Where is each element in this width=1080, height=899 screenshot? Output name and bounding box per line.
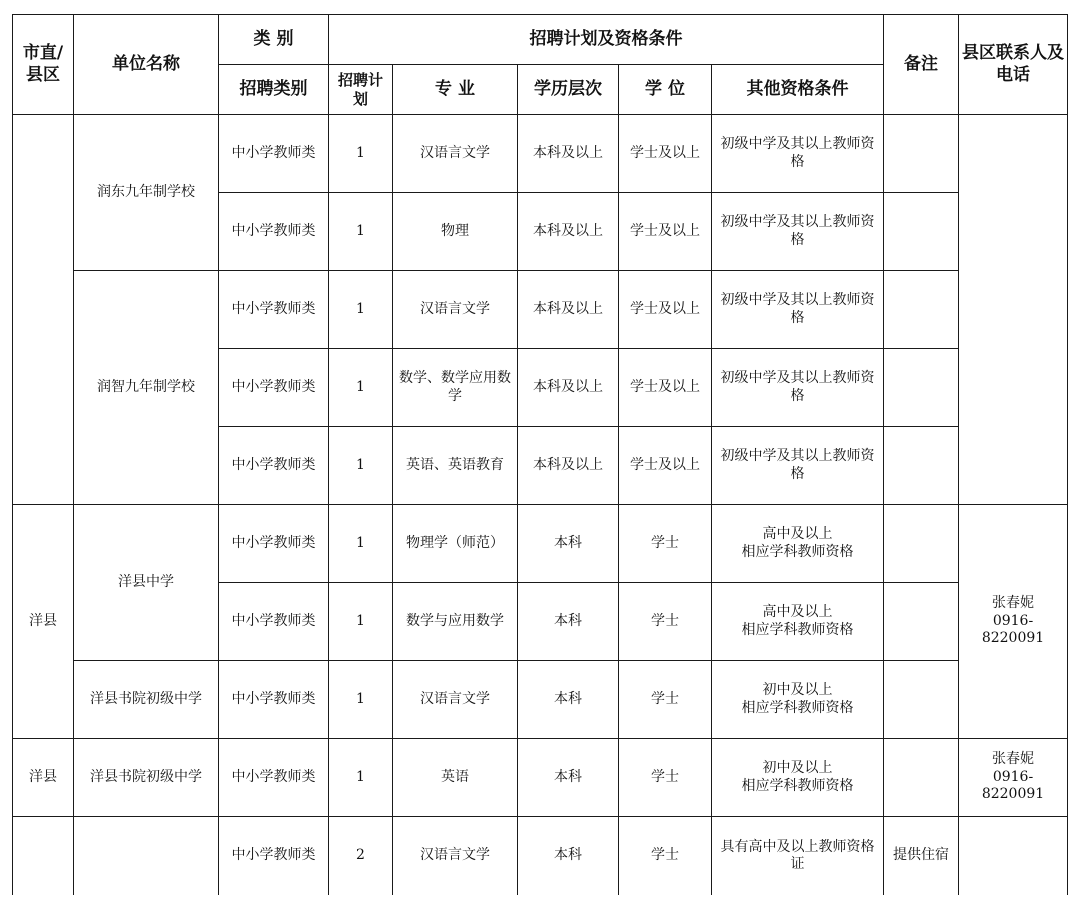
degree-cell: 学士 xyxy=(619,739,712,817)
other-cell: 初级中学及其以上教师资格 xyxy=(712,193,884,271)
header-notes: 备注 xyxy=(884,15,959,115)
recruitment-table xyxy=(12,14,1068,895)
education-cell: 本科及以上 xyxy=(518,271,619,349)
category-cell: 中小学教师类 xyxy=(219,739,329,817)
category-cell: 中小学教师类 xyxy=(219,817,329,896)
header-category-group: 类 别 xyxy=(219,15,329,65)
category-cell: 中小学教师类 xyxy=(219,115,329,193)
unit-cell: 洋县书院初级中学 xyxy=(74,661,219,739)
major-cell: 物理 xyxy=(393,193,518,271)
category-cell: 中小学教师类 xyxy=(219,583,329,661)
category-cell: 中小学教师类 xyxy=(219,349,329,427)
header-contact: 县区联系人及电话 xyxy=(959,15,1068,115)
header-other-conditions: 其他资格条件 xyxy=(712,65,884,115)
plan-cell: 1 xyxy=(329,739,393,817)
other-cell: 初级中学及其以上教师资格 xyxy=(712,349,884,427)
other-cell: 初级中学及其以上教师资格 xyxy=(712,427,884,505)
plan-cell: 1 xyxy=(329,349,393,427)
degree-cell: 学士及以上 xyxy=(619,271,712,349)
plan-cell: 2 xyxy=(329,817,393,896)
plan-cell: 1 xyxy=(329,193,393,271)
plan-cell: 1 xyxy=(329,505,393,583)
education-cell: 本科及以上 xyxy=(518,115,619,193)
major-cell: 数学、数学应用数学 xyxy=(393,349,518,427)
education-cell: 本科及以上 xyxy=(518,427,619,505)
note-cell: 提供住宿 xyxy=(884,817,959,896)
note-cell xyxy=(884,661,959,739)
header-county: 市直/县区 xyxy=(13,15,74,115)
county-cell xyxy=(13,817,74,896)
county-cell: 洋县 xyxy=(13,739,74,817)
degree-cell: 学士 xyxy=(619,661,712,739)
unit-cell: 润东九年制学校 xyxy=(74,115,219,271)
header-recruit-plan: 招聘计划 xyxy=(329,65,393,115)
other-cell: 初中及以上 相应学科教师资格 xyxy=(712,739,884,817)
plan-cell: 1 xyxy=(329,115,393,193)
major-cell: 汉语言文学 xyxy=(393,661,518,739)
other-cell: 高中及以上 相应学科教师资格 xyxy=(712,505,884,583)
table-row xyxy=(13,661,1068,739)
unit-cell: 润智九年制学校 xyxy=(74,271,219,505)
header-unit-name: 单位名称 xyxy=(74,15,219,115)
note-cell xyxy=(884,505,959,583)
plan-cell: 1 xyxy=(329,271,393,349)
major-cell: 英语、英语教育 xyxy=(393,427,518,505)
table-row xyxy=(13,817,1068,896)
header-row-1 xyxy=(13,15,1068,65)
other-cell: 具有高中及以上教师资格证 xyxy=(712,817,884,896)
education-cell: 本科 xyxy=(518,583,619,661)
plan-cell: 1 xyxy=(329,427,393,505)
note-cell xyxy=(884,193,959,271)
other-cell: 初级中学及其以上教师资格 xyxy=(712,115,884,193)
table-row xyxy=(13,505,1068,583)
category-cell: 中小学教师类 xyxy=(219,271,329,349)
note-cell xyxy=(884,583,959,661)
other-cell: 初级中学及其以上教师资格 xyxy=(712,271,884,349)
major-cell: 汉语言文学 xyxy=(393,817,518,896)
category-cell: 中小学教师类 xyxy=(219,427,329,505)
other-cell: 初中及以上 相应学科教师资格 xyxy=(712,661,884,739)
major-cell: 数学与应用数学 xyxy=(393,583,518,661)
unit-cell: 洋县中学 xyxy=(74,505,219,661)
other-cell: 高中及以上 相应学科教师资格 xyxy=(712,583,884,661)
category-cell: 中小学教师类 xyxy=(219,505,329,583)
major-cell: 英语 xyxy=(393,739,518,817)
degree-cell: 学士及以上 xyxy=(619,349,712,427)
contact-cell: 张春妮 0916-8220091 xyxy=(959,505,1068,739)
education-cell: 本科 xyxy=(518,505,619,583)
major-cell: 汉语言文学 xyxy=(393,115,518,193)
note-cell xyxy=(884,115,959,193)
category-cell: 中小学教师类 xyxy=(219,193,329,271)
header-plan-group: 招聘计划及资格条件 xyxy=(329,15,884,65)
contact-cell: 张春妮 0916-8220091 xyxy=(959,739,1068,817)
header-education: 学历层次 xyxy=(518,65,619,115)
table-row xyxy=(13,271,1068,349)
header-degree: 学 位 xyxy=(619,65,712,115)
table-row xyxy=(13,115,1068,193)
plan-cell: 1 xyxy=(329,661,393,739)
degree-cell: 学士及以上 xyxy=(619,427,712,505)
education-cell: 本科 xyxy=(518,739,619,817)
unit-cell xyxy=(74,817,219,896)
major-cell: 物理学（师范） xyxy=(393,505,518,583)
note-cell xyxy=(884,739,959,817)
major-cell: 汉语言文学 xyxy=(393,271,518,349)
note-cell xyxy=(884,349,959,427)
contact-cell xyxy=(959,817,1068,896)
note-cell xyxy=(884,271,959,349)
degree-cell: 学士 xyxy=(619,583,712,661)
degree-cell: 学士 xyxy=(619,817,712,896)
education-cell: 本科及以上 xyxy=(518,349,619,427)
degree-cell: 学士及以上 xyxy=(619,193,712,271)
degree-cell: 学士及以上 xyxy=(619,115,712,193)
header-recruit-category: 招聘类别 xyxy=(219,65,329,115)
education-cell: 本科及以上 xyxy=(518,193,619,271)
education-cell: 本科 xyxy=(518,817,619,896)
education-cell: 本科 xyxy=(518,661,619,739)
degree-cell: 学士 xyxy=(619,505,712,583)
contact-cell xyxy=(959,115,1068,505)
header-major: 专 业 xyxy=(393,65,518,115)
plan-cell: 1 xyxy=(329,583,393,661)
table-row xyxy=(13,739,1068,817)
unit-cell: 洋县书院初级中学 xyxy=(74,739,219,817)
note-cell xyxy=(884,427,959,505)
county-cell xyxy=(13,115,74,505)
category-cell: 中小学教师类 xyxy=(219,661,329,739)
county-cell: 洋县 xyxy=(13,505,74,739)
